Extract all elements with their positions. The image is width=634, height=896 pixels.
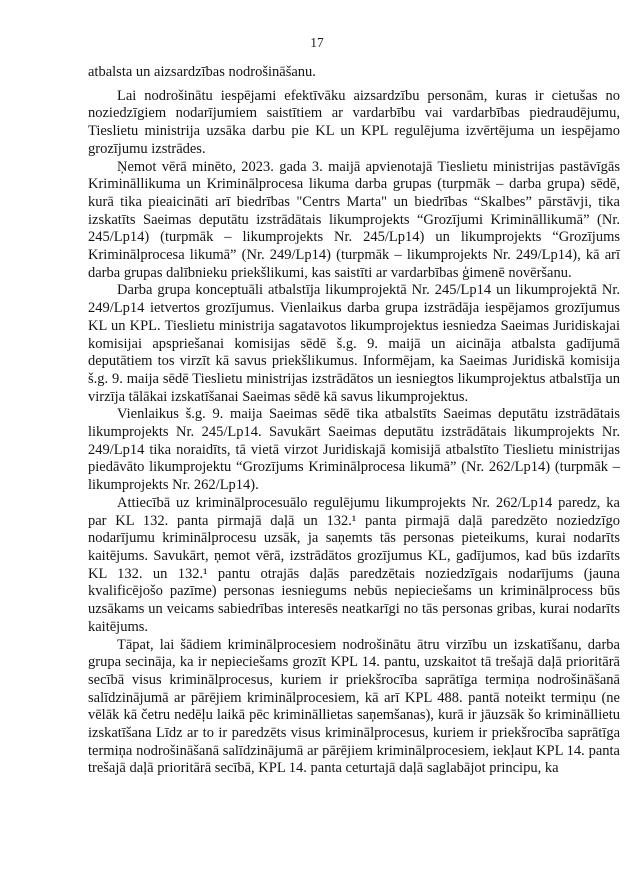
- paragraph-continuation: atbalsta un aizsardzības nodrošināšanu.: [88, 64, 316, 80]
- page-number: 17: [310, 35, 324, 50]
- paragraph-saeimas-sede: Vienlaikus š.g. 9. maija Saeimas sēdē tika atbalstīts Saeimas deputātu izstrādātais likumprojekts Nr. 245/Lp14. Savukārt Saeimas deputātu izstrādātais likumprojekts Nr. 249/Lp14 tika noraidīts, tā vietā virzot Juridiskajā komisijā atbalstīto Tieslietu ministrijas piedāvāto likumprojektu “Grozījums Kriminālprocesa likumā” (Nr. 262/Lp14) (turpmāk – likumprojekts Nr. 262/Lp14).: [88, 406, 620, 494]
- paragraph-kpl-14-pants: Tāpat, lai šādiem kriminālprocesiem nodrošinātu ātru virzību un izskatīšanu, darba grupa secināja, ka ir nepieciešams grozīt KPL 14. pantu, uzskaitot tā trešajā daļā prioritārā secībā visus kriminālprocesus, kuriem ir priekšrocība saprātīga termiņa nodrošināšanā salīdzinājumā ar pārējiem kriminālprocesiem, kā arī KPL 488. pantā noteikt termiņu (ne vēlāk kā četru nedēļu laikā pēc krimināllietas saņemšanas), kurā ir jāuzsāk šo krimināllietu izskatīšana Līdz ar to ir paredzēts visus kriminālprocesus, kuriem ir priekšrocība saprātīga termiņa nodrošināšanā salīdzinājumā ar pārējiem kriminālprocesiem, iekļaut KPL 14. panta trešajā daļā prioritārā secībā, KPL 14. panta ceturtajā daļā saglabājot principu, ka: [88, 636, 620, 777]
- paragraph-konceptuali-atbalstija: Darba grupa konceptuāli atbalstīja likumprojektā Nr. 245/Lp14 un likumprojektā Nr. 249/Lp14 ietvertos grozījumus. Vienlaikus darba grupa izstrādāja iespējamos grozījumus KL un KPL. Tieslietu ministrija sagatavotos likumprojektus iesniedza Saeimas Juridiskajai komisijai apspriešanai komisijas sēdē š.g. 9. maijā un aicināja atbalsta gadījumā deputātiem tos virzīt kā savus priekšlikumus. Informējam, ka Saeimas Juridiskā komisija š.g. 9. maija sēdē Tieslietu ministrijas izstrādātos un iesniegtos likumprojektus atbalstīja un virzīja tālākai izskatīšanai Saeimas sēdē kā savus likumprojektus.: [88, 282, 620, 405]
- paragraph-aizsardziba: Lai nodrošinātu iespējami efektīvāku aizsardzību personām, kuras ir cietušas no noziedzīgiem nodarījumiem saistītiem ar vardarbību vai vardarbības piedraudējumu, Tieslietu ministrija uzsāka darbu pie KL un KPL regulējuma izvērtējuma un iespējamo grozījumu izstrādes.: [88, 87, 620, 157]
- paragraph-darba-grupas-sede: Ņemot vērā minēto, 2023. gada 3. maijā apvienotajā Tieslietu ministrijas pastāvīgās Krimināllikuma un Kriminālprocesa likuma darba grupas (turpmāk – darba grupa) sēdē, kurā tika pieaicināti arī biedrības "Centrs Marta" un biedrības “Skalbes” pārstāvji, tika izskatīts Saeimas deputātu izstrādātais likumprojekts “Grozījumi Krimināllikumā” (Nr. 245/Lp14) (turpmāk – likumprojekts Nr. 245/Lp14) un likumprojekts “Grozījums Kriminālprocesa likumā” (Nr. 249/Lp14) (turpmāk – likumprojekts Nr. 249/Lp14), kā arī darba grupas dalībnieku priekšlikumi, kas saistīti ar vardarbības ģimenē novēršanu.: [88, 158, 620, 281]
- document-body: [88, 64, 620, 778]
- paragraph-kriminalprocesualais-regulejums: Attiecībā uz kriminālprocesuālo regulējumu likumprojekts Nr. 262/Lp14 paredz, ka par KL 132. panta pirmajā daļā un 132.¹ panta pirmajā daļā paredzēto noziedzīgo nodarījumu kriminālprocesu uzsāk, ja saņemts tās personas pieteikums, kurai nodarīts kaitējums. Savukārt, ņemot vērā, izstrādātos grozījumus KL, gadījumos, kad būs izdarīts KL 132. un 132.¹ pantu otrajās daļās paredzētais noziedzīgais nodarījums (jauna kvalificējošo pazīme) personas iesniegums nebūs nepieciešams un kriminālprocess būs uzsākams un veicams sabiedrības interesēs neatkarīgi no tās personas gribas, kurai nodarīts kaitējums.: [88, 494, 620, 635]
